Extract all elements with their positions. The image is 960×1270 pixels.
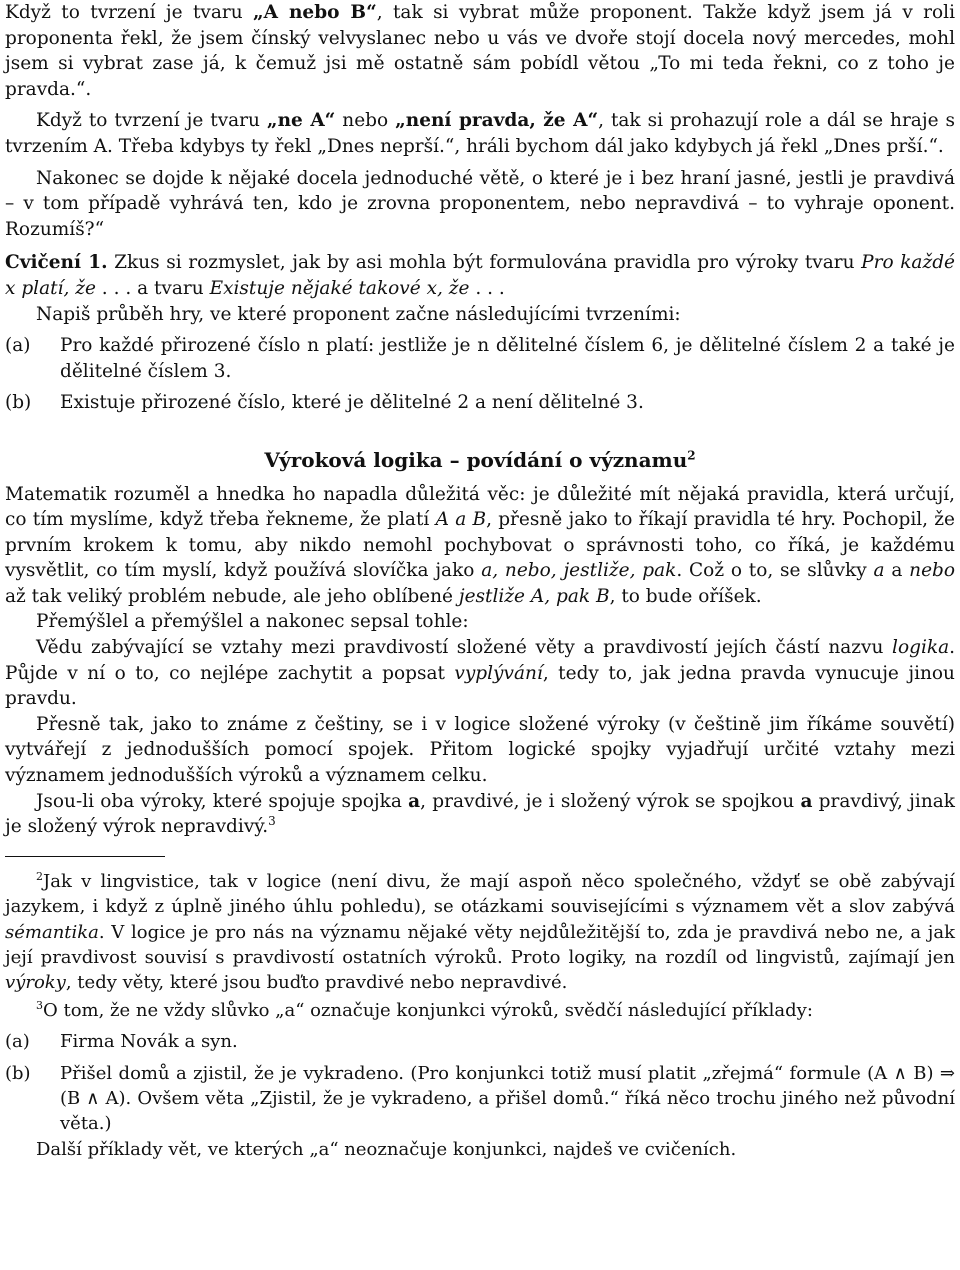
document-page <box>5 0 955 1162</box>
italic-run: vyplývání <box>454 662 543 684</box>
paragraph-conclusion: Nakonec se dojde k nějaké docela jednoduché větě, o které je i bez hraní jasné, jestli je pravdivá – v tom případě vyhrává ten, kdo je zrovna proponentem, nebo nepravdivá – to vyhraje oponent. Rozumíš?“ <box>5 167 955 240</box>
text-run: pravdivý, jinak je složený výrok nepravdivý. <box>5 790 955 838</box>
text-run: Když to tvrzení je tvaru <box>36 110 267 132</box>
text-run: Matematik rozuměl a hnedka ho napadla důležitá věc: je důležité mít nějaká pravidla, která určují, co tím myslíme, když třeba řekneme, že platí <box>5 483 955 531</box>
italic-run: Existuje nějaké takové x, že <box>209 277 470 299</box>
italic-run: a, nebo, jestliže, pak <box>481 560 677 582</box>
footnote-3 <box>5 998 955 1023</box>
text-run: , tedy věty, které jsou buďto pravdivé nebo nepravdivé. <box>65 972 568 994</box>
text-run: , pravdivé, je i složený výrok se spojkou <box>420 790 801 812</box>
footnote-separator <box>5 856 165 857</box>
paragraph-mathematician <box>5 482 955 610</box>
italic-run: sémantika <box>5 921 99 943</box>
paragraph-connectives: Přesně tak, jako to známe z češtiny, se i v logice složené výroky (v češtině jim říkáme souvětí) vytvářejí z jednodušších pomocí spojek. Přitom logické spojky vyjadřují určité vztahy mezi významem jednodušších výroků a významem celku. <box>5 713 955 787</box>
exercise-item-a <box>5 333 955 384</box>
item-label: (a) <box>5 1031 30 1053</box>
footnote-ref: 2 <box>687 448 696 463</box>
text-run: až tak veliký problém nebude, ale jeho oblíbené <box>5 585 459 607</box>
italic-run: nebo <box>909 560 955 582</box>
text-run: , tak si prohazují role a dál se hraje s tvrzením A. Třeba kdybys ty řekl „Dnes neprší.“, hráli bychom dál jako kdybych já řekl „Dnes prší.“. <box>5 110 955 157</box>
italic-run: A a B <box>435 509 487 531</box>
italic-run: a <box>873 560 885 582</box>
paragraph-logic-definition <box>5 635 955 712</box>
bold-run: a <box>800 790 813 812</box>
text-run: . . . <box>469 277 505 299</box>
text-run: , přesně jako to říkají pravidla té hry. Pochopil, že prvním krokem k tomu, aby nikdo nemohl pochybovat o správnosti toho, co říká, je každému vysvětlit, co tím myslí, když používá slovíčka jako <box>5 509 955 582</box>
section-heading <box>5 448 955 474</box>
exercise-1 <box>5 250 955 301</box>
paragraph-either-or-rule <box>5 0 955 102</box>
emphasis-ne-a: „ne A“ <box>266 110 336 132</box>
emphasis-neni-pravda: „není pravda, že A“ <box>395 110 599 132</box>
text-run: , to bude oříšek. <box>609 585 762 607</box>
italic-run: Pro každé x platí, že <box>5 252 955 299</box>
footnote-mark: 2 <box>36 869 43 883</box>
footnote-2 <box>5 869 955 996</box>
emphasis-a-nebo-b: „A nebo B“ <box>253 2 377 23</box>
text-run: . V logice je pro nás na významu nějaké věty nejdůležitější to, zda je pravdivá nebo ne, a jak její pravdivost souvisí s pravdivostí ostatních výroků. Proto logiky, na rozdíl od lingvistů, zajímají jen <box>5 921 955 969</box>
text-run: . . . a tvaru <box>95 277 210 299</box>
item-text: Existuje přirozené číslo, které je dělitelné 2 a není dělitelné 3. <box>60 392 644 414</box>
paragraph-thought: Přemýšlel a přemýšlel a nakonec sepsal tohle: <box>36 611 469 633</box>
text-run: a <box>884 560 910 582</box>
bold-run: a <box>408 790 421 812</box>
item-label: (a) <box>5 335 31 357</box>
italic-run: výroky <box>5 972 66 994</box>
text-run: , tak si vybrat může proponent. Takže když jsem já v roli proponenta řekl, že jsem čínský velvyslanec nebo u vás ve dvoře stojí docela nový mercedes, mohl jsem si vybrat zase já, k čemuž jsi mě ostatně sám pobídl větou „To mi teda řekni, co z toho je pravda.“. <box>5 2 955 100</box>
text-run: Jak v lingvistice, tak v logice (není divu, že mají aspoň něco společného, vždyť se obě zabývají jazykem, i když z úplně jiného úhlu pohledu), se otázkami souvisejícími s významem vět a slov zabývá <box>5 870 955 918</box>
footnote-item-a <box>5 1029 955 1054</box>
item-text: Pro každé přirozené číslo n platí: jestliže je n dělitelné číslem 6, je dělitelné číslem 2 a také je dělitelné číslem 3. <box>60 335 955 382</box>
text-run: Jsou-li oba výroky, které spojuje spojka <box>36 790 409 812</box>
item-text: Firma Novák a syn. <box>60 1031 238 1053</box>
text-run: O tom, že ne vždy slůvko „a“ označuje konjunkci výroků, svědčí následující příklady: <box>43 999 813 1021</box>
item-label: (b) <box>5 1062 31 1084</box>
paragraph-conjunction <box>5 789 955 840</box>
text-run: . Což o to, se slůvky <box>676 560 874 582</box>
section-title-text: Výroková logika – povídání o významu <box>264 447 688 472</box>
footnote-closing: Další příklady vět, ve kterých „a“ neoznačuje konjunkci, najdeš ve cvičeních. <box>36 1138 737 1160</box>
exercise-label: Cvičení 1. <box>5 252 108 274</box>
exercise-intro: Napiš průběh hry, ve které proponent začne následujícími tvrzeními: <box>36 303 681 325</box>
paragraph-negation-rule <box>5 108 955 159</box>
text-run: , tedy to, jak jedna pravda vynucuje jinou pravdu. <box>5 662 955 710</box>
footnote-mark: 3 <box>36 998 43 1012</box>
text-run: Vědu zabývající se vztahy mezi pravdivostí složené věty a pravdivostí jejích částí nazvu <box>36 637 893 659</box>
italic-run: logika <box>892 637 950 659</box>
italic-run: jestliže A, pak B <box>458 585 610 607</box>
footnote-item-b <box>5 1061 955 1137</box>
text-run: nebo <box>335 110 396 132</box>
item-text: Přišel domů a zjistil, že je vykradeno. (Pro konjunkci totiž musí platit „zřejmá“ formule (A ∧ B) ⇒ (B ∧ A). Ovšem věta „Zjistil, že je vykradeno, a přišel domů.“ říká něco trochu jiného než původní věta.) <box>60 1062 955 1135</box>
exercise-item-b <box>5 390 955 416</box>
footnote-ref: 3 <box>268 814 276 829</box>
text-run: Když to tvrzení je tvaru <box>5 2 254 23</box>
text-run: . Půjde v ní o to, co nejlépe zachytit a popsat <box>5 637 955 684</box>
item-label: (b) <box>5 392 32 414</box>
text-run: Zkus si rozmyslet, jak by asi mohla být formulována pravidla pro výroky tvaru <box>107 252 862 274</box>
